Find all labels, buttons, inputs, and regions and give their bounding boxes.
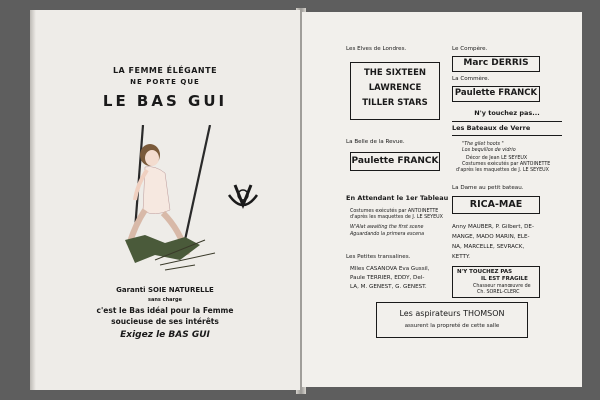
left-page xyxy=(30,10,300,390)
elves-caption: Les Elves de Londres. xyxy=(346,46,407,52)
bateaux-names-2: MANGE, MADO MARIN, ELE- xyxy=(452,234,530,240)
fragile-line-2: IL EST FRAGILE xyxy=(481,276,528,282)
belle-caption: La Belle de la Revue. xyxy=(346,139,405,145)
costume-note-2: d'après les maquettes de J. LE SEYEUX xyxy=(350,215,443,220)
attendant-title: En Attendant le 1er Tableau xyxy=(346,194,449,202)
thomson-ad-box xyxy=(376,302,528,338)
franck-box-1 xyxy=(350,152,440,171)
bateaux-names-4: KETTY. xyxy=(452,254,470,260)
gilet-es: Los bequillos de vidrio xyxy=(462,148,516,153)
petites-caption: Les Petites transalines. xyxy=(346,254,411,260)
exigez-line: Exigez le BAS GUI xyxy=(120,330,210,340)
decor-line-2: Costumes exécutés par ANTOINETTE xyxy=(462,162,551,167)
rica-box xyxy=(452,196,540,214)
franck-name-1: Paulette FRANCK xyxy=(351,156,439,166)
sans-charge: sans charge xyxy=(148,297,182,303)
gilet-en: "The gilet hoots " xyxy=(462,142,504,147)
rica-name: RICA-MAE xyxy=(469,199,523,210)
sixteen-box xyxy=(350,62,440,120)
ideal-line: c'est le Bas idéal pour la Femme xyxy=(96,306,234,315)
sixteen-line-1: THE SIXTEEN xyxy=(363,68,427,78)
interests-line: soucieuse de ses intérêts xyxy=(111,317,219,326)
bateaux-names-1: Anny MAUBER, P. Gilbert, DE- xyxy=(452,224,534,230)
waiting-es: Aguardando la primera escena xyxy=(350,232,425,237)
headline-1: LA FEMME ÉLÉGANTE xyxy=(112,66,218,75)
fragile-box xyxy=(452,266,540,298)
fragile-line-4: Ch. SOREL-CLERC xyxy=(477,290,520,295)
brand-title: LE BAS GUI xyxy=(102,92,228,110)
dame-caption: La Dame au petit bateau. xyxy=(452,185,524,191)
brand-emblem-icon xyxy=(229,185,257,205)
silk-guarantee: Garanti SOIE NATURELLE xyxy=(116,286,214,294)
costume-note-1: Costumes exécutés par ANTOINETTE xyxy=(350,209,439,214)
waiting-en: W'Alat awaiting the first scene xyxy=(350,225,424,230)
petites-names-1: Mlles CASANOVA Eva Gussil, xyxy=(350,266,430,272)
decor-line-3: d'après les maquettes de J. LE SEYEUX xyxy=(456,168,549,173)
derris-box xyxy=(452,56,540,72)
sixteen-line-3: TILLER STARS xyxy=(362,98,428,108)
franck-name-2: Paulette FRANCK xyxy=(454,88,538,98)
thomson-sub: assurent la propreté de cette salle xyxy=(404,323,500,329)
headline-2: NE PORTE QUE xyxy=(130,78,200,86)
petites-names-3: LA, M. GENEST, G. GENEST. xyxy=(350,284,427,290)
bateaux-names-3: NA, MARCELLE, SEVRACK, xyxy=(452,244,525,250)
franck-box-2 xyxy=(452,86,540,102)
decor-line-1: Décor de Jean LE SEYEUX xyxy=(466,156,528,161)
ny-touchez-title: N'y touchez pas... xyxy=(474,109,540,117)
woman-on-swing-image xyxy=(125,125,265,280)
sixteen-line-2: LAWRENCE xyxy=(368,83,422,93)
compere-caption: Le Compère. xyxy=(452,46,488,52)
right-page xyxy=(302,12,582,387)
fragile-line-1: N'Y TOUCHEZ PAS xyxy=(457,269,513,275)
thomson-title: Les aspirateurs THOMSON xyxy=(399,309,505,318)
swing-illustration xyxy=(125,125,265,280)
derris-name: Marc DERRIS xyxy=(463,58,529,68)
petites-names-2: Paule TERRIER, EDDY, Del- xyxy=(350,275,425,281)
bateaux-title: Les Bateaux de Verre xyxy=(452,124,531,132)
commere-caption: La Commère. xyxy=(452,76,490,82)
fragile-line-3: Chasseur manœuvre de xyxy=(473,284,531,289)
